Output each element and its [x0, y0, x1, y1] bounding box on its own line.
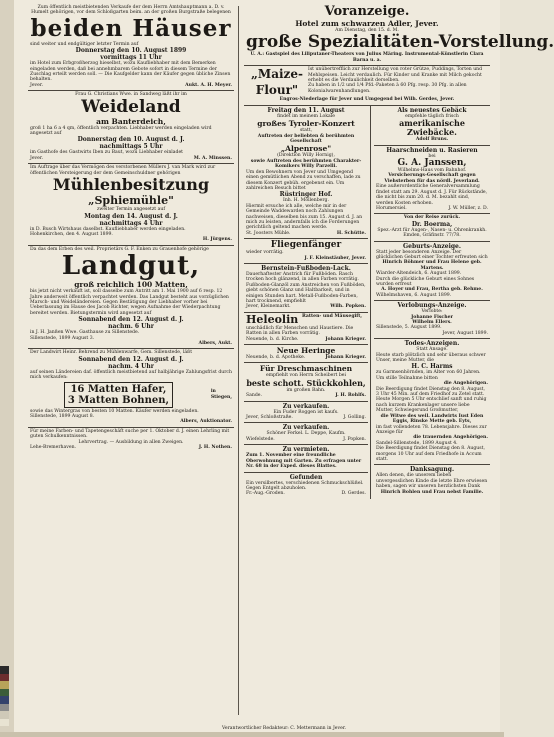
ad-date: Montag den 14. August d. J.	[84, 212, 178, 220]
ad-body: im Hotel zum Erbgroßherzog hieselbst, wozu Kaufliebhaber mit dem Bemerken eingeladen werden, daß bei annehmbarem Gebote sofort in diesem Termine der Zuschlag erteilt werden soll. — Die Kaufgelder kann der Käufer gegen übliche Zinsen behalten.	[30, 61, 231, 83]
ad-gefunden	[244, 473, 368, 499]
subcolumn-b	[371, 106, 490, 499]
ad-title: Zu verkaufen.	[282, 402, 330, 410]
ad-time: nachmittags 5 Uhr	[99, 143, 163, 151]
ad-title: Dr. Boerma,	[411, 220, 453, 228]
ad-place: Sande.	[246, 393, 262, 399]
ad-body: Allen denen, die unserem lieben unvergesslichen Kinde die letzte Ehre erwiesen haben, sagen wir unseren herzlichsten Dank	[376, 473, 488, 490]
ad-title: beiden Häuser	[30, 14, 232, 42]
ad-signature: H. Jürgens.	[202, 237, 232, 243]
ad-signature: Hinrich Böhmer und Frau Helene geb. Martens.	[382, 260, 482, 271]
ad-place: Wiefelstede.	[246, 436, 275, 442]
ad-body: Dauerhaftester Anstrich für Fußböden. Rasch trocken hoch glänzend, in allen Farben vorrätig.	[246, 271, 359, 283]
ad-body: Ist unübertrefflich zur Herstellung von roter Grütze, Puddings, Torten und Mehlspeisen. Leicht verdaulich. Für Kinder und Kranke mit Milch gekocht erhebt es die Verdaulichkeit derselben.	[308, 67, 483, 84]
ad-lehrling	[28, 428, 234, 453]
ad-body: groß 1 ha 6 a 4 qm, öffentlich verpachten. Liebhaber werden eingeladen wird angesetzt auf	[30, 125, 212, 137]
ad-subtitle: am Banterdeich,	[96, 116, 166, 126]
ad-body: Ein versilbertes, verschiedenen Schmuckschlüßel. Gegen Entgelt abzuholen.	[246, 480, 364, 491]
ad-title: Verlobungs-Anzeige.	[397, 302, 467, 310]
ad-reise-zurueck	[374, 214, 490, 241]
ad-maize-flour	[244, 66, 490, 106]
ad-signature: Albers, Auktionator.	[180, 419, 232, 425]
ad-weideland	[28, 91, 234, 164]
ad-verlobung	[374, 301, 490, 339]
ad-body: Spez.-Arzt für Augen-, Nasen- u. Ohrenkrankh.	[377, 227, 487, 233]
ad-place: Neuende, b. d. Kirche.	[246, 336, 299, 342]
ad-zu-verkaufen-1	[244, 402, 368, 424]
ad-title: Danksagung.	[409, 466, 455, 474]
ad-name: Wilhelm Ellers.	[412, 320, 452, 325]
ad-title: Von der Reise zurück.	[403, 215, 461, 221]
ad-signature: die trauernden Angehörigen.	[413, 435, 488, 441]
ad-place: Sillenstede, 1899 August 3.	[30, 335, 95, 341]
ad-signature: H. Schütte.	[336, 230, 366, 236]
ad-body: Zu haben in 1/2 und 1/4 Pfd.-Paketen à 60 Pfg. resp. 30 Pfg. in allen Kolonialwarenhandlungen.	[308, 83, 467, 94]
ad-title: großes Tyroler-Konzert	[257, 119, 355, 129]
ad-subtitle: groß reichlich 100 Matten,	[74, 280, 188, 290]
ad-date: Sonnabend den 12. August d. J.	[78, 316, 184, 324]
scan-scale-strip	[0, 732, 504, 737]
ad-title: G. A. Janssen,	[397, 158, 467, 169]
ad-intro: Für meine Farben- und Tapetengeschäft suche per 1. Oktober d. J. einen Lehrling mit guten Schulkenntnissen.	[30, 428, 230, 440]
ad-geburts-anzeige	[374, 242, 490, 302]
ad-time: nachm. 4 Uhr	[108, 362, 154, 370]
ad-title: Bernstein-Fußboden-Lack.	[261, 264, 351, 272]
ad-subtitle: „Sphiemühle"	[88, 194, 174, 208]
ad-signature: Johann Krieger.	[325, 355, 366, 361]
ad-body: Um den Bewohnern von Jever und Umgegend einen gemütlichen Abend zu verschaffen, lade zu diesem Konzert gebüh. ergebenst ein. Um zahlreichen Besuch bittet	[246, 169, 361, 191]
ad-signature: A. Hoyer und Frau, Bertha geb. Rehme.	[381, 287, 483, 293]
ad-body: Zum 1. November eine freundliche Oberwohnung mit Garten. Zu erfragen unter Nr. 68 in der Exped. dieses Blattes.	[246, 453, 362, 470]
ad-signature: J. Popken.	[343, 436, 366, 442]
ad-intro: Im Auftrage über das Vermögen des verstorbenen Müllers J. van Mark wird zur öffentlichen Versteigerung der dem Gemeinschuldner gehörigen	[30, 165, 216, 176]
ad-voranzeige	[244, 4, 554, 66]
ad-body: sind weiter und endgültiger letzter Termin auf	[30, 41, 139, 47]
ad-subtitle: Statt Ansage.	[416, 347, 448, 353]
ad-title: Haarschneiden u. Rasieren	[386, 146, 478, 154]
ad-zu-vermieten	[244, 445, 368, 472]
ad-body: Emden, Gräfinstr. 77/78.	[403, 233, 461, 239]
ad-signature: J. H. Rohlfs.	[335, 393, 366, 399]
ad-box-line: 16 Matten Hafer,	[70, 383, 167, 395]
ad-date: Sonnabend den 12. August d. J.	[78, 355, 184, 363]
subcolumn-a	[244, 106, 371, 499]
ad-body: Heute Morgen 5 Uhr entschlief sanft und ruhig nach kurzem Krankenlager unsere liebe Mutter, Schwiegerund Großmutter,	[376, 397, 487, 414]
ad-place: Sillenstede, 5. August 1899.	[376, 325, 442, 331]
ad-intro: Zum öffentlich meistbietenden Verkaufe der dem Herrn Amtshauptmann a. D. v. Humelt gehörigen, vor dem Schloßgarten beim. an der großen Burgstraße belegenen	[31, 5, 231, 16]
ad-signature: Wilh. Popken.	[330, 304, 366, 310]
ad-beiden-haeuser	[28, 4, 234, 91]
ad-date: Donnerstag den 10. August 1899	[75, 47, 187, 55]
ad-subtitle: wieder vorrätig.	[246, 250, 284, 256]
ad-heleolin	[244, 313, 368, 345]
ad-body: Durch die glückliche Geburt eines Sohnes wurden erfreut	[376, 276, 475, 287]
ad-subtitle: empfehle täglich frisch	[405, 113, 459, 119]
right-subcolumns	[244, 106, 490, 499]
ad-signature: J. H. Nothen.	[198, 445, 232, 451]
page-footer: Verantwortlicher Redakteur: C. Mettermann in Jever.	[222, 726, 346, 731]
color-calibration-bar	[0, 666, 9, 726]
ad-title: Neue Heringe	[276, 346, 336, 356]
ad-title: Geburts-Anzeige.	[403, 242, 461, 250]
ad-signature: die Angehörigen.	[443, 381, 488, 387]
ad-body: Schöner Ferkel. L. Deppe, Kaufm.	[266, 431, 346, 437]
ad-bernstein-lack	[244, 264, 368, 313]
ad-place: Jever, Kleinemarkt.	[246, 304, 291, 310]
ad-signature: Adolf Bruns.	[415, 137, 449, 143]
ad-body: in D. Busch Wirtshaus daselbst. Kaufliebhaber werden eingeladen.	[30, 226, 186, 232]
ad-time: nachm. 6 Uhr	[108, 323, 154, 331]
ad-body: (Direktion Willy Hornig),	[277, 153, 335, 159]
ad-title: Weideland	[81, 96, 181, 117]
ad-box	[64, 382, 173, 408]
ad-signature: J. Golling.	[343, 415, 366, 421]
ad-body: Auftreten der beliebten & berühmten Gesellschaft	[257, 133, 355, 145]
ad-title: Voranzeige.	[324, 4, 410, 19]
ad-body: Fußboden-Glanzöl zum Anstreichen von Fußböden, giebt schönen Glanz und Haltbarkeit, und in einigen Stunden hart. Metall-Fußboden-Farben, hart trocknend, empfiehlt	[246, 282, 366, 304]
ad-title: Landgut,	[61, 251, 201, 282]
ad-place: Neuende, b. d. Apotheke.	[246, 355, 306, 361]
ad-name: H. C. Harms	[411, 363, 453, 371]
ad-body: Ein Fuder Roggen ist kaufs.	[273, 409, 339, 415]
ad-title: Heleolin	[246, 312, 299, 326]
left-column	[28, 4, 234, 717]
ad-signature: Aukt. A. H. Meyer.	[185, 82, 232, 88]
ad-title: Gefunden	[289, 473, 323, 481]
ad-name: Johanne Fischer	[411, 314, 453, 320]
ad-place: St. Joosters Mühle.	[246, 230, 291, 236]
ad-place: Wiarder-Altendeich, 6. August 1899.	[376, 271, 462, 277]
ad-body: im Gasthofe des Gastwirts Iben zu Baut, wozu Liebhaber einladet	[30, 150, 184, 156]
ad-time: nachmittags 4 Uhr	[99, 219, 163, 227]
ad-signature: Inh. H. Möllenberg.	[283, 198, 329, 204]
ad-heringe	[244, 345, 368, 363]
ad-body: auf seinen Ländereien daf. öffentlich meistbietend auf halbjährige Zahlungsfrist durch mich verkaufen:	[30, 369, 232, 381]
ad-body: Statt jeder besonderen Anzeige. Der glücklichen Geburt einer Tochter erfreuten sich	[376, 249, 488, 260]
ad-title: Zu verkaufen.	[282, 424, 330, 432]
ad-time: vormittags 11 Uhr	[100, 54, 162, 62]
ad-signature: Rüstringer Hof.	[279, 191, 333, 199]
column-divider	[238, 6, 239, 715]
ad-dreschmaschinen	[244, 363, 368, 401]
ad-signature: Hinrich Bohlen und Frau nebst Familie.	[380, 489, 484, 495]
ad-place: Jever, Schloßstraße.	[246, 415, 293, 421]
scan-margin	[0, 0, 14, 737]
ad-signature: J. W. Müller, z. D.	[448, 205, 488, 211]
ad-place: Hohenkirchen, den 4. August 1899.	[30, 231, 113, 237]
ad-subtitle: bei	[428, 153, 436, 159]
ad-title: große Spezialitäten-Vorstellung.	[246, 32, 554, 53]
ad-body: statt,	[299, 128, 313, 134]
ad-subtitle: findet im meinem Lokale	[277, 113, 335, 119]
ad-tyroler-konzert	[244, 106, 368, 239]
ad-title: Für Dreschmaschinen	[259, 364, 353, 374]
ad-place: Jever.	[30, 155, 44, 161]
ad-body: Hiermit ersuche ich alle, welche mir in der Gemeinde Waddewarden noch Zahlungen nachweisen, dieselben bis zum 15. August d. J. an mich zu leisten, andernfalls ich die Forderungen gerichtlich geltend machen werde.	[246, 203, 363, 231]
ad-date: Freitag den 11. August	[267, 106, 345, 114]
ad-title: „Maize-	[251, 67, 303, 82]
ad-body: sowie das Wintergras von besten 10 Matten. Käufer werden eingeladen.	[30, 408, 199, 414]
ad-subtitle: im großen Bahn.	[286, 387, 326, 393]
ad-danksagung	[374, 465, 490, 497]
ad-intro: Frau G. Christians Wwe. in Sandweg läßt ihr im	[75, 92, 187, 98]
ad-title: beste schott. Stückkohlen,	[246, 377, 366, 388]
ad-box-side: in	[210, 389, 216, 395]
ad-body: Engros-Niederlage für Jever und Umgegend bei Wilh. Gerdes, Jever.	[279, 97, 455, 103]
ad-fliegenfaenger	[244, 239, 368, 264]
ad-signature: Johann Krieger.	[325, 336, 366, 342]
ad-body: Die Beerdigung findet Dienstag den 8. August, morgens 10 Uhr auf dem Friedhofe in Accum statt.	[376, 446, 485, 462]
ad-title: Todes-Anzeigen.	[404, 340, 460, 348]
ad-signature: Albers, Aukt.	[198, 340, 232, 346]
ad-name: die Witwe des weil. Landwirts Iust Eden Eggis, Rinske Mette geb. Eyts,	[380, 413, 484, 425]
ad-title: Als neuestes Gebäck	[397, 106, 467, 114]
ad-subtitle: Hotel zum schwarzen Adler, Jever.	[295, 19, 439, 28]
ad-intro: Der Landwirt Heinr. Behrend zu Mühlenwarfe, Gem. Sillenstede, läßt	[30, 350, 193, 356]
ad-date: Am Dienstag, den 15. d. M.	[335, 28, 399, 33]
ad-box-line: 3 Matten Bohnen,	[67, 394, 169, 406]
ad-body: in J. H. Janßen Wwe. Gasthause zu Sillenstede.	[30, 330, 140, 336]
ad-intro: Da das dem Erben des weil. Proprietärs G. F. Enken zu Grauenhofe gehörige	[30, 246, 209, 252]
ad-todes-anzeigen	[374, 339, 490, 465]
ad-body: bis jetzt nicht verkauft ist, soll dasselbe zum Antritt am 1. Mai 1900 auf 6 resp. 12 Jahre anderweit öffentlich verpachtet werden. Das Landgut besteht aus vorzüglichen Marsch- und Weideländereien. Gegen Bestätigung der Liebhaber vorher bei Ueberlassung im Hause des Jacob Richter, wegen Aufnahme der Wiederpachtung bereitet werden. Bietungstermin wird angesetzt auf	[30, 289, 229, 316]
ad-hafer-bohnen	[28, 349, 234, 427]
ad-body: zu Garmsenhörnden, im Alter von 60 Jahren. Um stille Teilnahme bitten	[376, 370, 481, 381]
ad-title: Flour"	[255, 83, 299, 98]
ad-body: Heute starb plötzlich und sehr überaus schwer Unser, meine Mutter, die	[376, 352, 486, 364]
right-column	[244, 4, 554, 717]
ad-box-side: Stiegen,	[210, 394, 232, 400]
ad-title: amerikanische Zwiebäcke.	[399, 118, 465, 138]
ad-body: im fast vollendeten 78. Lebensjahre. Dieses zur Anzeige für	[376, 424, 487, 435]
ad-body: U. A.: Gastspiel des Liliputaner-Theaters von Julius Märing. Instrumental-Künstlerin Clara Barna u. a.	[250, 52, 484, 63]
ad-zwiebaecke	[374, 106, 490, 146]
ad-subtitle: Verlobte:	[421, 309, 443, 315]
ad-body: Eine außerordentliche Generalversammlung findet statt am 29. August d. J. Für Rückstände, die nicht bis zum 20. d. M. bezahlt sind, werden Kosten erhoben.	[376, 184, 488, 206]
ad-place: Fr.-Aug.-Groden.	[246, 491, 285, 497]
ad-body: Die Beerdigung findet Dienstag den 8. August, 3 Uhr 45 Min. auf dem Friedhof zu Zetel statt.	[376, 386, 485, 398]
ad-signature: J. F. Kleinstäuber, Jever.	[304, 255, 366, 261]
ad-title: Mühlenbesitzung	[52, 175, 210, 195]
ad-place: Wilhelmshaven, 6. August 1899.	[376, 292, 452, 298]
ad-subtitle: Ratten- und Mäusegift,	[302, 313, 362, 319]
ad-subtitle: Lehrvertrag. — Ausbildung in allen Zweigen.	[78, 439, 184, 445]
ad-signature: D. Gerdes.	[341, 491, 366, 497]
ad-haarschneiden	[374, 146, 490, 215]
ad-date: Donnerstag den 10. August d. J.	[77, 136, 185, 144]
ad-body: zweiter Termin angesetzt auf	[96, 207, 166, 213]
ad-signature: M. A. Minssen.	[193, 155, 232, 161]
ad-place: Jever, August 1899.	[442, 330, 488, 336]
ad-landgut	[28, 246, 234, 350]
ad-place: Lehe-Bremerhaven.	[30, 445, 76, 451]
ad-title: Zu vermieten.	[282, 446, 330, 454]
ad-place: Horumersiel.	[376, 205, 407, 211]
ad-place: Sandel-Sillenstede, 1899 August 4.	[376, 440, 458, 446]
ad-subtitle: Wilhelms-Haus vom Bahnhof.	[397, 168, 467, 174]
ad-title: „Alpenrose"	[280, 144, 332, 154]
ad-place: Sillenstede, 1899 August 8.	[30, 414, 95, 419]
ad-body: Versicherungs-Gesellschaft gegen Viehsterben für das nördl. Jeverland.	[384, 173, 480, 184]
ad-title: Fliegenfänger	[270, 240, 342, 251]
ad-subtitle: empfiehlt von Herrn Scheibert bei	[265, 373, 346, 379]
ad-zu-verkaufen-2	[244, 423, 368, 445]
ad-body: unschädlich für Menschen und Haustiere. Die Ratten in allen Farben vorrätig.	[246, 325, 354, 337]
ad-muehlenbesitzung	[28, 164, 234, 245]
ad-body: sowie Auftreten des berühmten Charakter-Komikers Willy Parzelli.	[250, 158, 362, 170]
ad-place: Jever.	[30, 82, 44, 88]
